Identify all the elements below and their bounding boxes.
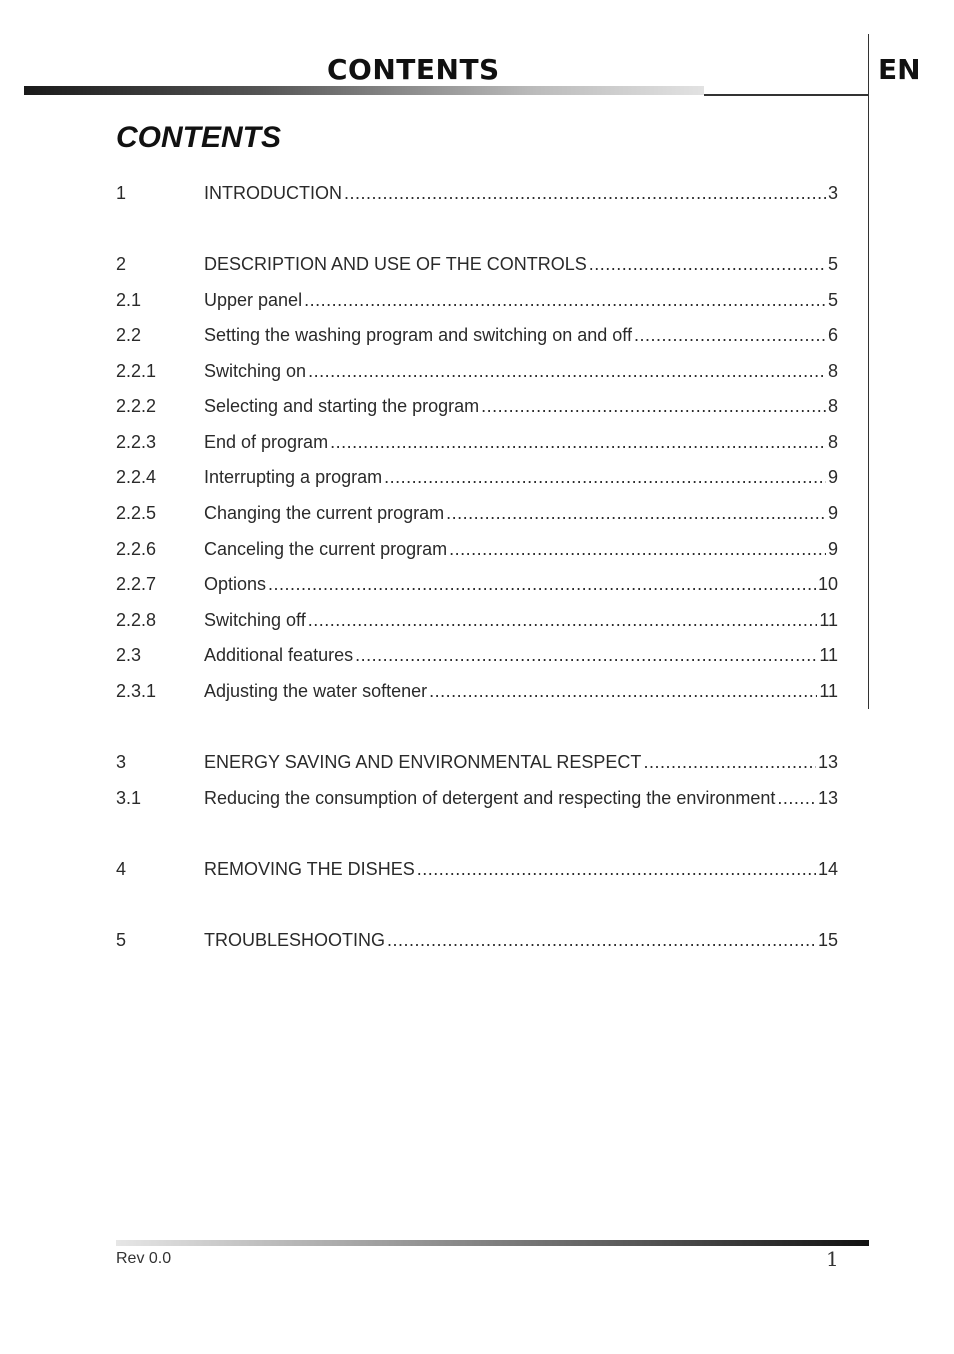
toc-entry[interactable] — [116, 574, 838, 600]
toc-entry-title: DESCRIPTION AND USE OF THE CONTROLS — [204, 254, 587, 274]
toc-entry-number: 1 — [116, 183, 127, 203]
toc-leader-dots — [481, 396, 826, 417]
toc-entry[interactable] — [116, 325, 838, 351]
toc-entry-title: TROUBLESHOOTING — [204, 930, 386, 950]
toc-entry-page: 11 — [819, 681, 838, 701]
footer-gradient-bar — [116, 1240, 869, 1246]
toc-entry-title: Options — [204, 574, 267, 594]
toc-leader-dots — [643, 752, 816, 773]
toc-entry-page: 8 — [827, 432, 838, 452]
toc-entry-page: 9 — [827, 503, 838, 523]
toc-entry[interactable] — [116, 859, 838, 885]
toc-entry[interactable] — [116, 788, 838, 814]
toc-entry-number: 2.2.1 — [116, 361, 157, 381]
toc-entry[interactable] — [116, 254, 838, 280]
toc-leader-dots — [387, 930, 816, 951]
toc-entry[interactable] — [116, 396, 838, 422]
toc-entry-page: 3 — [827, 183, 838, 203]
toc-entry-page: 8 — [827, 396, 838, 416]
toc-entry-number: 2.2.8 — [116, 610, 157, 630]
toc-entry[interactable] — [116, 930, 838, 956]
toc-entry-number: 2.2 — [116, 325, 142, 345]
toc-entry-page: 5 — [827, 290, 838, 310]
toc-leader-dots — [417, 859, 816, 880]
toc-entry-page: 11 — [819, 610, 838, 630]
toc-entry-title: Adjusting the water softener — [204, 681, 428, 701]
toc-entry-page: 5 — [827, 254, 838, 274]
toc-entry-page: 9 — [827, 467, 838, 487]
toc-entry-title: Reducing the consumption of detergent and respecting the environment — [204, 788, 776, 808]
toc-entry-page: 10 — [817, 574, 838, 594]
toc-entry-number: 5 — [116, 930, 127, 950]
toc-entry-title: Setting the washing program and switching on and off — [204, 325, 632, 345]
toc-entry-number: 2.3.1 — [116, 681, 157, 701]
toc-entry[interactable] — [116, 539, 838, 565]
toc-entry-page: 15 — [817, 930, 838, 950]
page-heading: CONTENTS — [116, 121, 281, 154]
toc-entry[interactable] — [116, 290, 838, 316]
toc-entry[interactable] — [116, 432, 838, 458]
toc-entry-page: 6 — [827, 325, 838, 345]
header-title: CONTENTS — [327, 53, 500, 86]
toc-entry-number: 2.2.4 — [116, 467, 157, 487]
toc-entry-title: Switching on — [204, 361, 307, 381]
toc-entry-page: 13 — [817, 788, 838, 808]
toc-leader-dots — [344, 183, 826, 204]
toc-entry-title: Additional features — [204, 645, 354, 665]
toc-entry-number: 2.2.6 — [116, 539, 157, 559]
header-gradient-bar — [24, 86, 704, 95]
toc-leader-dots — [304, 290, 826, 311]
toc-entry-page: 9 — [827, 539, 838, 559]
toc-entry-title: End of program — [204, 432, 329, 452]
toc-entry-title: Upper panel — [204, 290, 303, 310]
footer-revision: Rev 0.0 — [116, 1250, 172, 1267]
toc-entry-number: 2.2.2 — [116, 396, 157, 416]
toc-entry[interactable] — [116, 610, 838, 636]
toc-entry-title: Switching off — [204, 610, 306, 630]
toc-leader-dots — [308, 361, 826, 382]
footer-page-number: 1 — [826, 1247, 839, 1271]
toc-leader-dots — [449, 539, 826, 560]
toc-entry-number: 2 — [116, 254, 127, 274]
toc-leader-dots — [446, 503, 826, 524]
toc-entry-number: 4 — [116, 859, 127, 879]
toc-entry-title: Interrupting a program — [204, 467, 383, 487]
toc-entry[interactable] — [116, 183, 838, 209]
toc-entry-number: 3.1 — [116, 788, 142, 808]
toc-entry-page: 8 — [827, 361, 838, 381]
toc-leader-dots — [355, 645, 817, 666]
toc-entry-number: 2.2.3 — [116, 432, 157, 452]
toc-entry-page: 11 — [819, 645, 838, 665]
toc-entry-page: 13 — [817, 752, 838, 772]
toc-entry-page: 14 — [817, 859, 838, 879]
toc-entry-title: Changing the current program — [204, 503, 445, 523]
toc-entry[interactable] — [116, 503, 838, 529]
toc-entry[interactable] — [116, 752, 838, 778]
toc-entry-number: 2.3 — [116, 645, 142, 665]
toc-entry-title: ENERGY SAVING AND ENVIRONMENTAL RESPECT — [204, 752, 642, 772]
toc-entry[interactable] — [116, 467, 838, 493]
toc-entry-number: 2.1 — [116, 290, 142, 310]
toc-leader-dots — [330, 432, 826, 453]
toc-entry-title: Canceling the current program — [204, 539, 448, 559]
toc-entry[interactable] — [116, 361, 838, 387]
toc-leader-dots — [268, 574, 816, 595]
toc-entry-number: 2.2.5 — [116, 503, 157, 523]
toc-entry-title: REMOVING THE DISHES — [204, 859, 415, 879]
toc-leader-dots — [308, 610, 818, 631]
header-rule — [704, 94, 868, 96]
toc-entry-number: 2.2.7 — [116, 574, 157, 594]
language-tag: EN — [878, 53, 921, 86]
toc-entry-title: INTRODUCTION — [204, 183, 342, 203]
toc-entry-title: Selecting and starting the program — [204, 396, 480, 416]
margin-vertical-rule — [868, 34, 869, 709]
toc-entry[interactable] — [116, 645, 838, 671]
toc-leader-dots — [429, 681, 817, 702]
toc-entry-number: 3 — [116, 752, 127, 772]
toc-leader-dots — [634, 325, 826, 346]
toc-leader-dots — [589, 254, 826, 275]
toc-leader-dots — [384, 467, 826, 488]
toc-entry[interactable] — [116, 681, 838, 707]
toc-leader-dots — [777, 788, 816, 809]
